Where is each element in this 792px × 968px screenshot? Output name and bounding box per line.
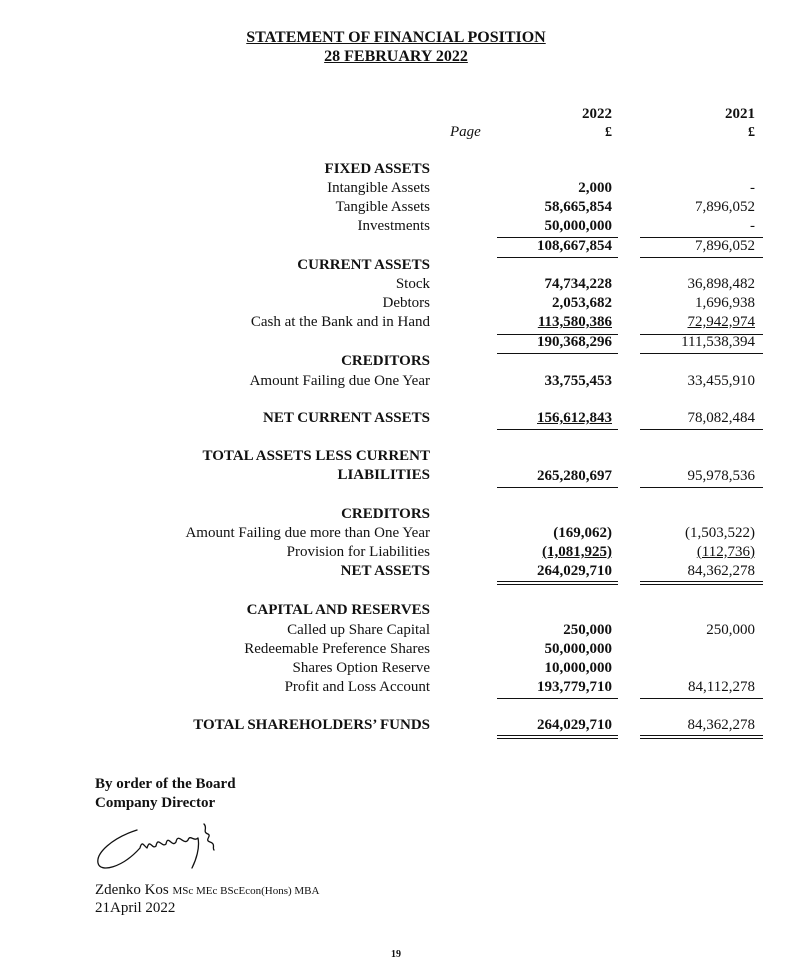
net-assets-label: NET ASSETS — [340, 563, 430, 579]
rule — [640, 257, 763, 258]
investments-2021: - — [750, 218, 755, 234]
investments-2022: 50,000,000 — [544, 218, 612, 234]
fixed-assets-total-2021: 7,896,052 — [695, 238, 755, 254]
debtors-2022: 2,053,682 — [552, 295, 612, 311]
redeemable-preference-label: Redeemable Preference Shares — [244, 641, 430, 657]
profit-loss-label: Profit and Loss Account — [284, 679, 430, 695]
tangible-assets-2022: 58,665,854 — [544, 199, 612, 215]
amount-due-one-year-2022: 33,755,453 — [544, 373, 612, 389]
rule — [497, 487, 618, 488]
statement-title: STATEMENT OF FINANCIAL POSITION — [246, 29, 546, 46]
debtors-label: Debtors — [382, 295, 430, 311]
net-current-assets-2022: 156,612,843 — [537, 410, 612, 426]
total-assets-less-current-2021: 95,978,536 — [687, 468, 755, 484]
total-shareholders-funds-label: TOTAL SHAREHOLDERS’ FUNDS — [193, 717, 430, 733]
stock-2022: 74,734,228 — [544, 276, 612, 292]
provision-liabilities-2022: (1,081,925) — [542, 544, 612, 560]
intangible-assets-2021: - — [750, 180, 755, 196]
currency-2022: £ — [605, 125, 612, 140]
director-name-line — [95, 882, 319, 899]
double-rule — [497, 581, 618, 585]
director-line: Company Director — [95, 795, 216, 811]
rule — [497, 429, 618, 430]
amount-due-one-year-2021: 33,455,910 — [687, 373, 755, 389]
cash-label: Cash at the Bank and in Hand — [250, 314, 430, 330]
rule — [497, 698, 618, 699]
rule — [640, 353, 763, 354]
net-assets-2022: 264,029,710 — [537, 563, 612, 579]
provision-liabilities-label: Provision for Liabilities — [286, 544, 430, 560]
rule — [640, 487, 763, 488]
stock-label: Stock — [395, 276, 430, 292]
amount-due-more-than-one-year-label: Amount Failing due more than One Year — [185, 525, 430, 541]
share-capital-2022: 250,000 — [563, 622, 612, 638]
signature-image — [92, 818, 242, 878]
amount-due-more-than-one-year-2021: (1,503,522) — [685, 525, 755, 541]
capital-reserves-heading: CAPITAL AND RESERVES — [246, 602, 430, 618]
page-number: 19 — [391, 949, 401, 960]
year-2021-header: 2021 — [725, 106, 755, 122]
debtors-2021: 1,696,938 — [695, 295, 755, 311]
total-shareholders-funds-2022: 264,029,710 — [537, 717, 612, 733]
profit-loss-2022: 193,779,710 — [537, 679, 612, 695]
current-assets-heading: CURRENT ASSETS — [297, 257, 430, 273]
director-credentials: MSc MEc BScEcon(Hons) MBA — [172, 885, 320, 897]
rule — [640, 698, 763, 699]
total-shareholders-funds-2021: 84,362,278 — [687, 717, 755, 733]
provision-liabilities-2021: (112,736) — [696, 544, 755, 560]
statement-date: 28 FEBRUARY 2022 — [324, 48, 468, 65]
net-assets-2021: 84,362,278 — [687, 563, 755, 579]
intangible-assets-2022: 2,000 — [578, 180, 612, 196]
cash-2022: 113,580,386 — [537, 314, 612, 330]
net-current-assets-2021: 78,082,484 — [687, 410, 755, 426]
fixed-assets-heading: FIXED ASSETS — [324, 161, 430, 177]
investments-label: Investments — [357, 218, 430, 234]
redeemable-preference-2022: 50,000,000 — [544, 641, 612, 657]
rule — [640, 429, 763, 430]
double-rule — [497, 735, 618, 739]
amount-due-one-year-label: Amount Failing due One Year — [249, 373, 430, 389]
tangible-assets-label: Tangible Assets — [335, 199, 430, 215]
page-column-label: Page — [450, 124, 481, 140]
amount-due-more-than-one-year-2022: (169,062) — [553, 525, 612, 541]
year-2022-header: 2022 — [582, 106, 612, 122]
currency-2021: £ — [748, 125, 755, 140]
creditors-long-term-heading: CREDITORS — [341, 506, 430, 522]
current-assets-total-2022: 190,368,296 — [537, 334, 612, 350]
stock-2021: 36,898,482 — [687, 276, 755, 292]
total-assets-less-current-label: TOTAL ASSETS LESS CURRENT — [202, 448, 430, 464]
option-reserve-2022: 10,000,000 — [544, 660, 612, 676]
net-current-assets-label: NET CURRENT ASSETS — [262, 410, 430, 426]
fixed-assets-total-2022: 108,667,854 — [537, 238, 612, 254]
liabilities-label: LIABILITIES — [337, 467, 430, 483]
double-rule — [640, 581, 763, 585]
signoff-date: 21April 2022 — [95, 900, 176, 916]
option-reserve-label: Shares Option Reserve — [292, 660, 430, 676]
rule — [497, 353, 618, 354]
cash-2021: 72,942,974 — [687, 314, 755, 330]
board-order-line: By order of the Board — [95, 776, 236, 792]
rule — [497, 257, 618, 258]
creditors-heading: CREDITORS — [341, 353, 430, 369]
double-rule — [640, 735, 763, 739]
profit-loss-2021: 84,112,278 — [688, 679, 755, 695]
share-capital-2021: 250,000 — [706, 622, 755, 638]
share-capital-label: Called up Share Capital — [287, 622, 430, 638]
tangible-assets-2021: 7,896,052 — [695, 199, 755, 215]
director-name: Zdenko Kos — [95, 882, 169, 898]
total-assets-less-current-2022: 265,280,697 — [537, 468, 612, 484]
current-assets-total-2021: 111,538,394 — [681, 334, 755, 350]
intangible-assets-label: Intangible Assets — [327, 180, 430, 196]
